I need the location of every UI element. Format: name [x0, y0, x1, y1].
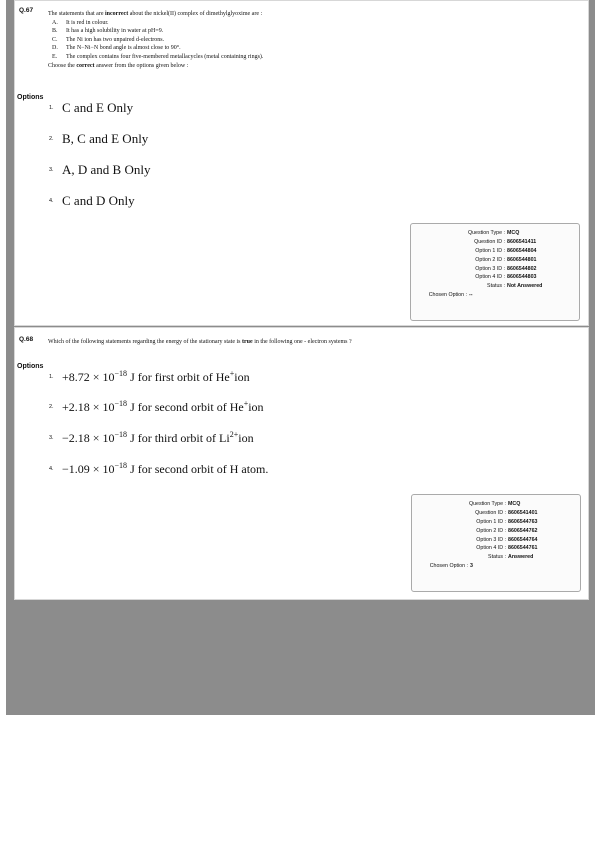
option-3[interactable]: 3. $-2.18 \times 10^{-18}$ J for third orbit of $Li^{2+}ion$ — [49, 429, 254, 445]
options-label: Options — [17, 363, 44, 370]
question-info-box — [411, 494, 581, 592]
statement-d: D. The N−Ni−N bond angle is almost close to 90°. — [52, 45, 181, 52]
option-2[interactable]: 2. $+2.18 \times 10^{-18}$ J for second orbit of He+ion — [49, 398, 264, 414]
question-text: The statements that are incorrect about the nickel(II) complex of dimethylglyoxime are : — [48, 11, 263, 17]
info-status: Status : Answered — [488, 554, 534, 561]
option-1[interactable]: 1. C and E Only — [49, 99, 134, 115]
info-option-3-id: Option 3 ID : 8606544802 — [475, 265, 537, 272]
info-option-3-id: Option 3 ID : 8606544764 — [476, 536, 538, 543]
info-question-type: Question Type : MCQ — [468, 501, 521, 508]
statement-b: B. It has a high solubility in water at pH=9. — [52, 28, 164, 35]
option-1[interactable]: 1. $+8.72 \times 10^{-18}$ J for first orbit of He+ion — [49, 368, 250, 384]
info-question-type: Question Type : MCQ — [467, 230, 520, 237]
info-option-4-id: Option 4 ID : 8606544761 — [476, 545, 538, 552]
info-question-id: Question ID : 8606541411 — [474, 239, 537, 246]
statement-c: C. The Ni ion has two unpaired d-electrons. — [52, 36, 165, 43]
info-question-id: Question ID : 8606541401 — [475, 510, 538, 517]
option-2[interactable]: 2. B, C and E Only — [49, 130, 149, 146]
question-panel-67 — [14, 0, 589, 326]
info-chosen-option: Chosen Option : -- — [428, 291, 473, 298]
question-number: Q.68 — [19, 336, 34, 343]
option-4[interactable]: 4. $-1.09 \times 10^{-18}$ J for second orbit of H atom. — [49, 460, 269, 476]
info-option-1-id: Option 1 ID : 8606544763 — [476, 518, 538, 525]
options-label: Options — [17, 94, 44, 101]
question-panel-68 — [14, 327, 589, 600]
info-option-2-id: Option 2 ID : 8606544762 — [476, 527, 538, 534]
page-background — [6, 0, 595, 715]
statement-a: A. It is red in colour. — [52, 19, 109, 26]
option-4[interactable]: 4. C and D Only — [49, 192, 135, 208]
info-option-1-id: Option 1 ID : 8606544804 — [475, 247, 537, 254]
info-chosen-option: Chosen Option : 3 — [429, 562, 473, 569]
question-stem: Which of the following statements regarding the energy of the stationary state is true in the following one - electron systems ? — [48, 339, 352, 345]
question-info-box — [410, 223, 580, 321]
info-status: Status : Not Answered — [487, 283, 543, 290]
option-3[interactable]: 3. A, D and B Only — [49, 161, 151, 177]
question-number: Q.67 — [19, 7, 34, 14]
info-option-2-id: Option 2 ID : 8606544801 — [475, 256, 537, 263]
choose-instruction: Choose the correct answer from the options given below : — [48, 62, 189, 69]
statement-e: E. The complex contains four five-membered metallacycles (metal containing rings). — [52, 53, 264, 60]
question-stem — [48, 10, 568, 70]
info-option-4-id: Option 4 ID : 8606544803 — [475, 274, 537, 281]
